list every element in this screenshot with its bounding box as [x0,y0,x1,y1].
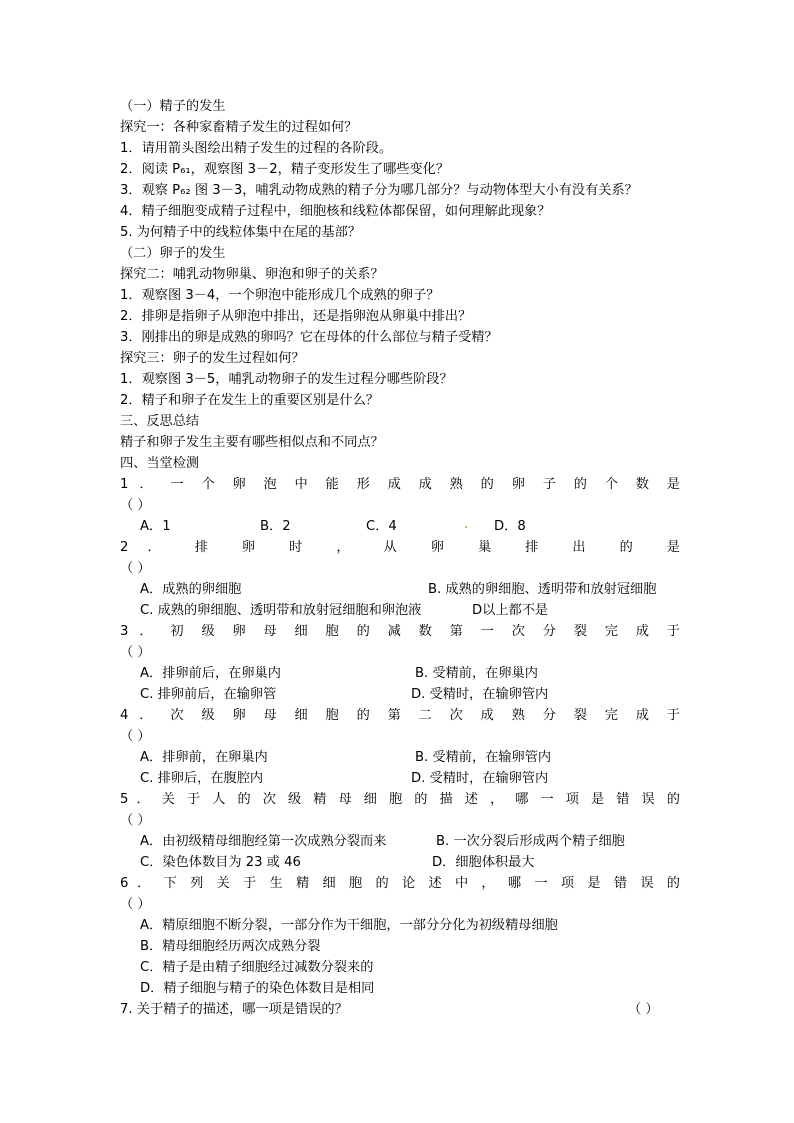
question-6-option-d: D．精子细胞与精子的染色体数目是相同 [140,981,375,996]
inquiry-1-item-5: 5. 为何精子中的线粒体集中在尾的基部？ [120,225,361,240]
question-1-answer-paren: （ ） [120,498,151,513]
inquiry-2-item-2: 2．排卵是指卵子从卵泡中排出，还是指卵泡从卵巢中排出？ [120,309,472,324]
question-2-answer-paren: （ ） [120,561,151,576]
question-7-answer-paren: （ ） [628,1002,659,1017]
question-1-option-b: B．2 [260,519,291,534]
question-3-option-d: D. 受精时，在输卵管内 [411,687,549,702]
question-6-answer-paren: （ ） [120,897,151,912]
question-4-answer-paren: （ ） [120,729,151,744]
question-6-option-c: C．精子是由精子细胞经过减数分裂来的 [140,960,374,975]
question-3-answer-paren: （ ） [120,645,151,660]
question-1-option-a: A．1 [140,519,171,534]
inquiry-1-title: 探究一：各种家畜精子发生的过程如何？ [120,120,358,135]
question-5-stem: 5 ． 关 于 人 的 次 级 精 母 细 胞 的 描 述 ， 哪 一 项 是 错 误 的 [120,792,680,807]
question-5-option-a: A．由初级精母细胞经第一次成熟分裂而来 [140,834,387,849]
inquiry-1-item-2: 2．阅读 P₆₁，观察图 3－2，精子变形发生了哪些变化？ [120,162,450,177]
inquiry-2-item-3: 3．刚排出的卵是成熟的卵吗？它在母体的什么部位与精子受精？ [120,330,498,345]
question-2-option-d: D以上都不是 [472,603,549,618]
question-1-stem: 1 ． 一 个 卵 泡 中 能 形 成 成 熟 的 卵 子 的 个 数 是 [120,477,680,492]
question-1-option-c: C．4 [366,519,397,534]
inquiry-1-item-3: 3．观察 P₆₂ 图 3－3，哺乳动物成熟的精子分为哪几部分？与动物体型大小有没有关系？ [120,183,638,198]
reflection-question: 精子和卵子发生主要有哪些相似点和不同点？ [120,435,384,450]
question-3-option-b: B. 受精前，在卵巢内 [415,666,538,681]
inquiry-3-item-1: 1．观察图 3－5，哺乳动物卵子的发生过程分哪些阶段？ [120,372,453,387]
inquiry-3-title: 探究三：卵子的发生过程如何？ [120,351,305,366]
question-5-answer-paren: （ ） [120,813,151,828]
question-6-option-a: A．精原细胞不断分裂，一部分作为干细胞，一部分分化为初级精母细胞 [140,918,558,933]
stray-dot [465,526,467,528]
question-2-option-c: C. 成熟的卵细胞、透明带和放射冠细胞和卵泡液 [140,603,422,618]
question-7-stem: 7. 关于精子的描述，哪一项是错误的？ [120,1002,348,1017]
inquiry-2-item-1: 1．观察图 3－4，一个卵泡中能形成几个成熟的卵子？ [120,288,440,303]
inquiry-2-title: 探究二：哺乳动物卵巢、卵泡和卵子的关系？ [120,267,384,282]
question-5-option-d: D．细胞体积最大 [432,855,535,870]
question-4-stem: 4 ． 次 级 卵 母 细 胞 的 第 二 次 成 熟 分 裂 完 成 于 [120,708,680,723]
question-2-option-a: A．成熟的卵细胞 [140,582,242,597]
question-4-option-a: A．排卵前，在卵巢内 [140,750,268,765]
question-2-option-b: B. 成熟的卵细胞、透明带和放射冠细胞 [428,582,657,597]
section-heading-test: 四、当堂检测 [120,456,200,471]
section-heading-egg: （二）卵子的发生 [120,246,226,261]
question-5-option-c: C．染色体数目为 23 或 46 [140,855,301,870]
inquiry-1-item-1: 1．请用箭头图绘出精子发生的过程的各阶段。 [120,141,393,156]
section-heading-reflection: 三、反思总结 [120,414,200,429]
question-5-option-b: B. 一次分裂后形成两个精子细胞 [436,834,625,849]
question-4-option-d: D. 受精时，在输卵管内 [411,771,549,786]
question-3-option-c: C. 排卵前后，在输卵管 [140,687,277,702]
inquiry-3-item-2: 2．精子和卵子在发生上的重要区别是什么？ [120,393,379,408]
question-1-option-d: D．8 [494,519,526,534]
section-heading-sperm: （一）精子的发生 [120,99,226,114]
question-3-option-a: A．排卵前后，在卵巢内 [140,666,281,681]
question-6-stem: 6 ． 下 列 关 于 生 精 细 胞 的 论 述 中 ， 哪 一 项 是 错 误 的 [120,876,680,891]
question-6-option-b: B．精母细胞经历两次成熟分裂 [140,939,321,954]
question-4-option-b: B. 受精前，在输卵管内 [415,750,552,765]
question-3-stem: 3 ． 初 级 卵 母 细 胞 的 减 数 第 一 次 分 裂 完 成 于 [120,624,680,639]
question-4-option-c: C. 排卵后，在腹腔内 [140,771,264,786]
question-2-stem: 2 ． 排 卵 时 ， 从 卵 巢 排 出 的 是 [120,540,680,555]
inquiry-1-item-4: 4．精子细胞变成精子过程中，细胞核和线粒体都保留，如何理解此现象？ [120,204,551,219]
